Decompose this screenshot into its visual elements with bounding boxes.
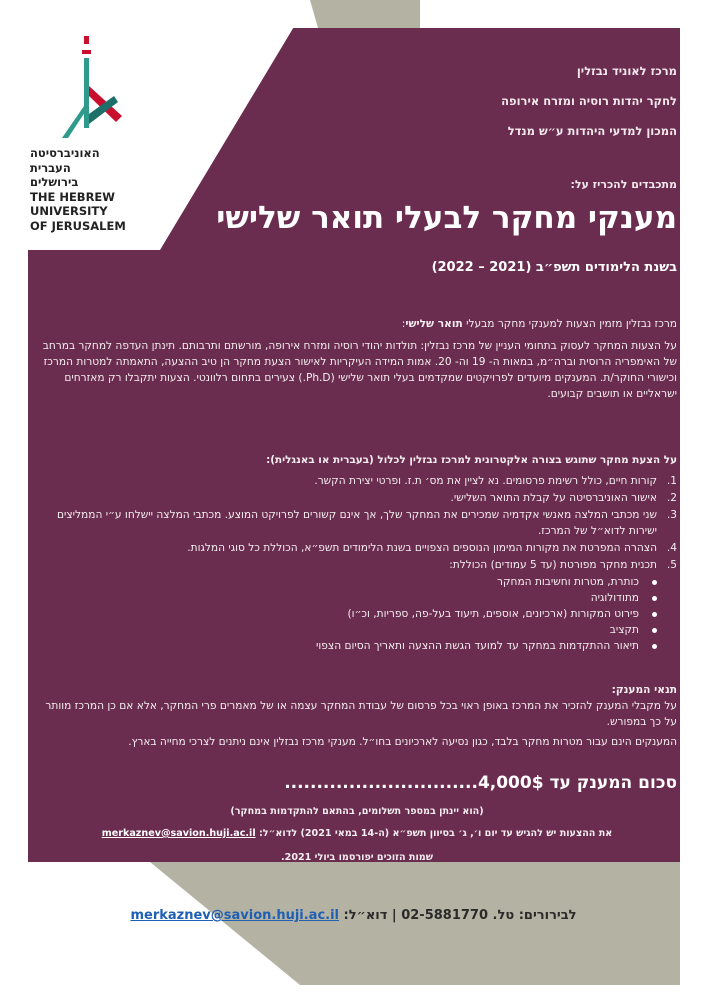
page-subtitle: בשנת הלימודים תשפ״ב (2021 – 2022) <box>431 260 677 275</box>
intro-paragraph: על הצעות המחקר לעסוק בתחומי העניין של מרכז נבזלין: תולדות יהודי רוסיה ומזרח אירופה, מורשתם ותרבותם. תינתן העדפה למחקר במרחב של האימפריה הרוסית וברה״מ, במאות ה- 19 וה- 20. אמות המידה העיקריות לאישור הצעת מחקר הן טיב ההצעה, התאמתה למטרות המרכז וכישורי החוקר/ת. המענקים מיועדים לפרויקטים שמקדמים בעלי תואר שלישי (Ph.D.) צעירים בתחום רלוונטי. הצעות יתקבלו רק מאזרחים ישראליים או תושבים קבועים. <box>42 340 677 400</box>
requirement-num: 2. <box>666 492 677 504</box>
submission-line <box>37 826 677 842</box>
plan-item-text: מתודולוגיה <box>590 592 639 604</box>
submission-text: את ההצעות יש להגיש עד יום ו׳, ג׳ בסיוון תשפ״א (ה-14 במאי 2021) לדוא״ל: <box>258 828 613 839</box>
plan-item <box>37 590 677 606</box>
plan-item <box>37 574 677 590</box>
logo-he-line3: בירושלים <box>30 175 79 189</box>
requirement-item <box>37 490 677 506</box>
footer-email-link[interactable]: merkaznev@savion.huji.ac.il <box>130 908 340 923</box>
header-line2: לחקר יהדות רוסיה ומזרח אירופה <box>501 94 677 108</box>
header-line1: מרכז לאוניד נבזלין <box>576 64 677 78</box>
bullet-icon <box>652 644 657 649</box>
conditions-text: על מקבלי המענק להזכיר את המרכז באופן ראוי בכל פרסום של עבודת המחקר עצמה או של מאמרים פרי המחקר, אלא אם כן המרכז מוותר על כך במפורש. <box>45 700 677 728</box>
submission-email-link[interactable]: merkaznev@savion.huji.ac.il <box>101 828 256 839</box>
bullet-icon <box>652 596 657 601</box>
requirement-item <box>37 557 677 573</box>
plan-item <box>37 638 677 654</box>
requirement-item <box>37 507 677 539</box>
grant-amount <box>37 773 677 793</box>
header-line3: המכון למדעי היהדות ע״ש מנדל <box>507 124 677 138</box>
announce: מתכבדים להכריז על: <box>570 178 677 191</box>
plan-item-text: פירוט המקורות (ארכיונים, אוספים, תיעוד בעל-פה, ספריות, וכ״ו) <box>347 608 639 620</box>
winners-line: שמות הזוכים יפורסמו ביולי 2021. <box>280 852 433 863</box>
logo-en-line1: THE HEBREW <box>30 189 115 204</box>
gray-shape-bottom <box>150 862 680 985</box>
university-logo-icon <box>62 36 132 140</box>
university-name <box>30 146 150 233</box>
plan-item-text: תקציב <box>609 624 639 636</box>
bullet-icon <box>652 628 657 633</box>
conditions-heading: תנאי המענק: <box>611 684 677 696</box>
plan-item-text: תיאור ההתקדמות במחקר עד למועד הגשת ההצעה ותאריך הסיום הצפוי <box>316 640 639 652</box>
logo-he-line1: האוניברסיטה <box>30 146 100 160</box>
footer-label: לבירורים: טל. 02-5881770 | דוא״ל: <box>343 908 577 923</box>
requirement-text: אישור האוניברסיטה על קבלת התואר השלישי. <box>450 492 657 504</box>
requirement-text: תכנית מחקר מפורטת (עד 5 עמודים) הכוללת: <box>449 559 657 571</box>
conditions-text2: המענקים הינם עבור מטרות מחקר בלבד, כגון נסיעה לארכיונים בחו״ל. מענקי מרכז נבזלין אינם ניתנים לצרכי מחייה בארץ. <box>128 736 677 748</box>
bullet-icon <box>652 580 657 585</box>
bullet-icon <box>652 612 657 617</box>
grant-amount-label: סכום המענק עד 4,000$ <box>477 773 677 793</box>
requirement-text: קורות חיים, כולל רשימת פרסומים. נא לציין את מס׳ ת.ז. ופרטי יצירת הקשר. <box>314 475 657 487</box>
plan-item <box>37 606 677 622</box>
requirement-num: 4. <box>666 542 677 554</box>
requirement-text: הצהרה המפרטת את מקורות המימון הנוספים הצפויים בשנת הלימודים תשפ״א, הכוללת כל סוגי המלגות. <box>187 542 657 554</box>
page-title: מענקי מחקר לבעלי תואר שלישי <box>216 200 677 236</box>
requirement-text: שני מכתבי המלצה מאנשי אקדמיה שמכירים את המחקר שלך, אך אינם קשורים לפרויקט המוצע. מכתבי המלצה יישלחו ע״י הממליצים ישירות לדוא״ל של המרכז. <box>56 509 657 537</box>
requirement-num: 5. <box>666 559 677 571</box>
requirement-item <box>37 473 677 489</box>
requirements-list <box>37 473 677 654</box>
plan-item <box>37 622 677 638</box>
plan-item-text: כותרת, מטרות וחשיבות המחקר <box>497 576 639 588</box>
intro-lead-text: מרכז נבזלין מזמין הצעות למענקי מחקר מבעלי <box>466 318 677 330</box>
grant-note: (הוא יינתן במספר תשלומים, בהתאם להתקדמות במחקר) <box>230 806 484 817</box>
footer-contact <box>0 908 707 923</box>
logo-en-line3: OF JERUSALEM <box>30 218 126 233</box>
logo-he-line2: העברית <box>30 160 71 175</box>
intro-lead-bold: תואר שלישי <box>405 318 463 330</box>
intro-lead-end: : <box>401 318 406 330</box>
requirement-num: 1. <box>666 475 677 487</box>
requirement-item <box>37 540 677 556</box>
requirements-heading: על הצעת מחקר שתוגש בצורה אלקטרונית למרכז נבזלין לכלול (בעברית או באנגלית): <box>266 454 677 466</box>
gray-shape-top <box>310 0 420 28</box>
requirement-num: 3. <box>666 509 677 521</box>
logo-en-line2: UNIVERSITY <box>30 204 108 218</box>
grant-amount-dots: .............................. <box>284 773 478 793</box>
intro-lead <box>37 316 677 332</box>
